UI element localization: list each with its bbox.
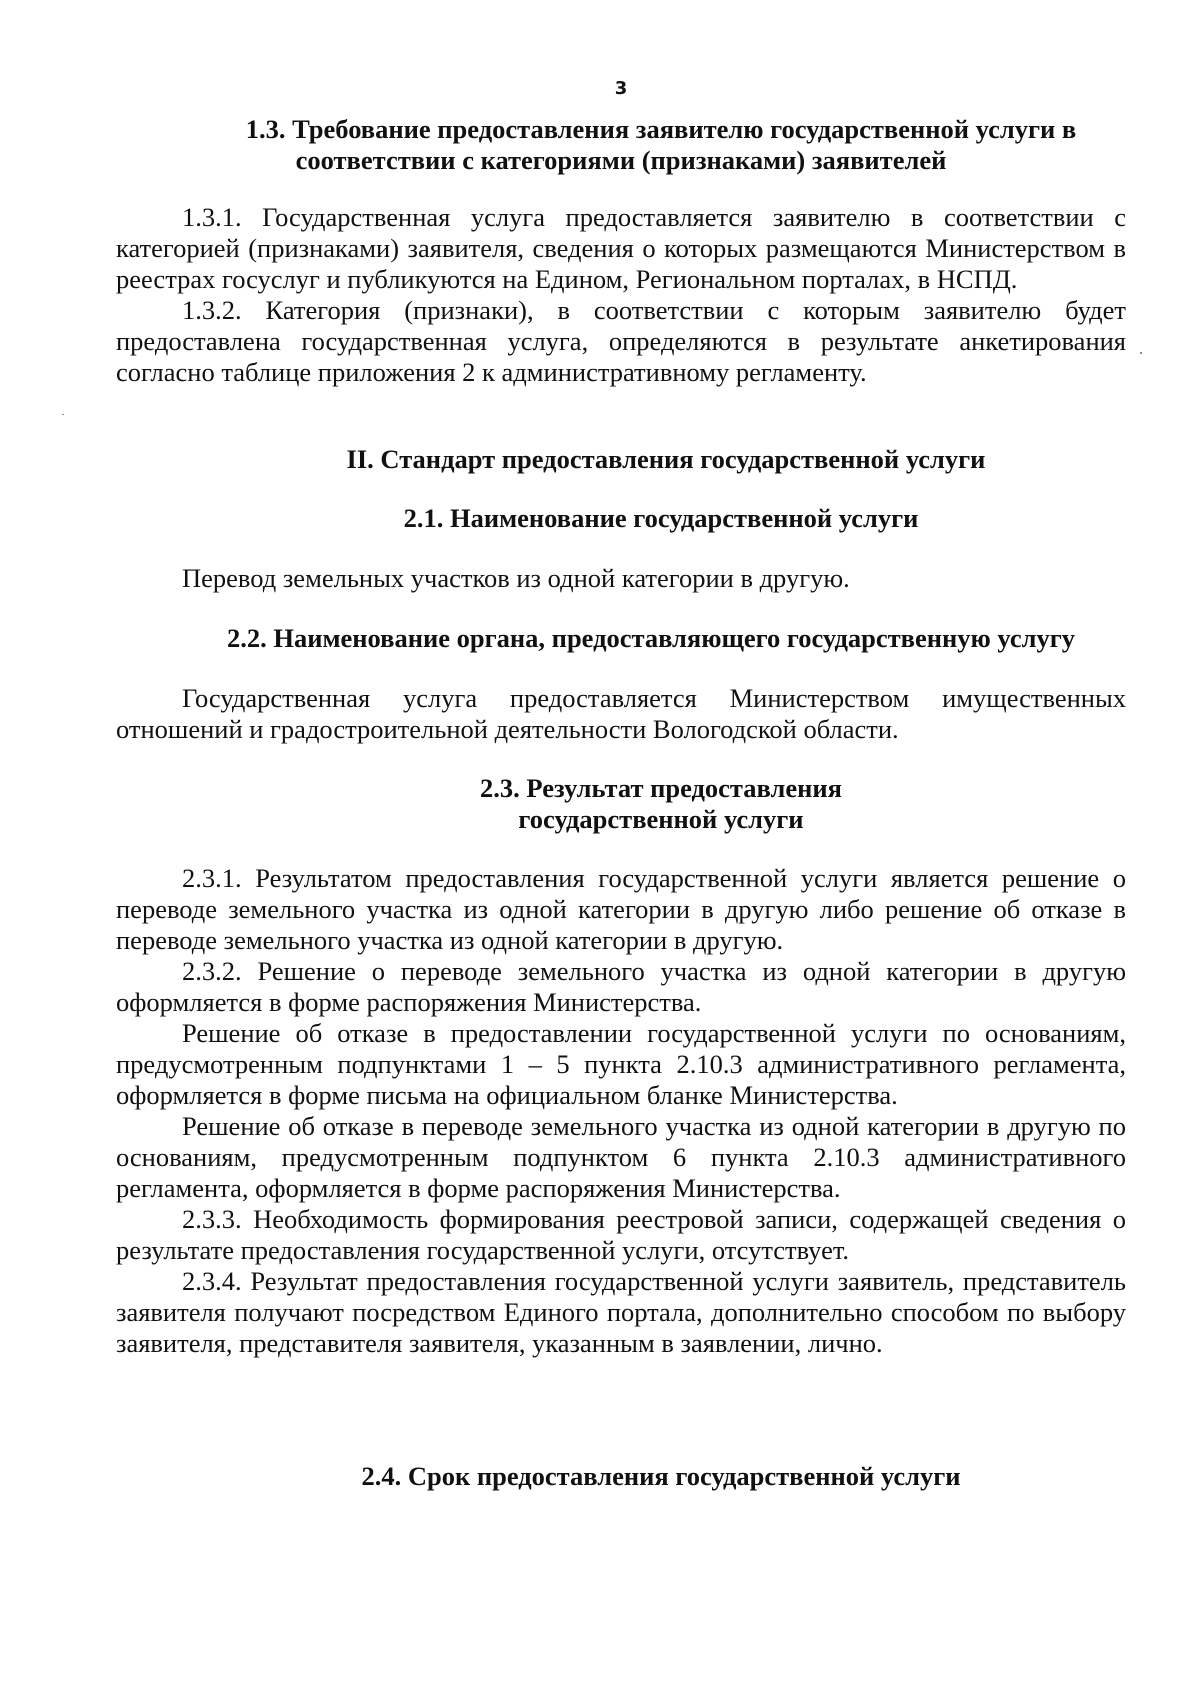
section-2-2-body (116, 683, 1126, 745)
section-2-3-heading (116, 773, 1126, 835)
section-1-3-heading-line2: соответствии с категориями (признаками) заявителей (295, 145, 947, 175)
page-number: 3 (614, 78, 628, 99)
paragraph-2-3-1: 2.3.1. Результатом предоставления государственной услуги является решение о переводе земельного участка из одной категории в другую либо решение об отказе в переводе земельного участка из одной категории в другую. (116, 863, 1126, 955)
scan-speck (1140, 352, 1142, 354)
section-2-heading: II. Стандарт предоставления государственной услуги (346, 444, 986, 474)
paragraph-2-2-1: Государственная услуга предоставляется Министерством имущественных отношений и градостроительной деятельности Вологодской области. (116, 683, 1126, 744)
paragraph-2-1-1: Перевод земельных участков из одной категории в другую. (182, 563, 850, 593)
paragraph-1-3-1: 1.3.1. Государственная услуга предоставляется заявителю в соответствии с категорией (признаками) заявителя, сведения о которых размещаются Министерством в реестрах госуслуг и публикуются на Едином, Региональном порталах, в НСПД. (116, 202, 1126, 294)
section-2-4-heading-block (116, 1461, 1126, 1492)
section-2-heading-block (116, 444, 1126, 475)
section-2-3-heading-line2: государственной услуги (518, 804, 804, 834)
section-2-2-heading: 2.2. Наименование органа, предоставляющего государственную услугу (226, 623, 1076, 653)
scan-speck (62, 414, 64, 415)
paragraph-2-3-decision-refusal-letter: Решение об отказе в предоставлении государственной услуги по основаниям, предусмотренным подпунктами 1 – 5 пункта 2.10.3 административного регламента, оформляется в форме письма на официальном бланке Министерства. (116, 1018, 1126, 1110)
paragraph-1-3-2: 1.3.2. Категория (признаки), в соответствии с которым заявителю будет предоставлена государственная услуга, определяются в результате анкетирования согласно таблице приложения 2 к административному регламенту. (116, 295, 1126, 387)
section-2-1-body (116, 563, 1126, 594)
paragraph-2-3-4: 2.3.4. Результат предоставления государственной услуги заявитель, представитель заявителя получают посредством Единого портала, дополнительно способом по выбору заявителя, представителя заявителя, указанным в заявлении, лично. (116, 1266, 1126, 1358)
section-2-2-heading-block (116, 623, 1126, 654)
section-1-3-heading (116, 114, 1126, 176)
section-1-3-body (116, 202, 1126, 388)
section-2-3-body (116, 863, 1126, 1359)
section-2-3-heading-line1: 2.3. Результат предоставления (480, 773, 842, 803)
paragraph-2-3-2: 2.3.2. Решение о переводе земельного участка из одной категории в другую оформляется в форме распоряжения Министерства. (116, 956, 1126, 1017)
section-2-1-heading-block (116, 503, 1126, 534)
section-2-4-heading: 2.4. Срок предоставления государственной услуги (361, 1461, 961, 1491)
section-1-3-heading-line1: 1.3. Требование предоставления заявителю государственной услуги в (245, 114, 1077, 144)
paragraph-2-3-decision-refusal-order: Решение об отказе в переводе земельного участка из одной категории в другую по основаниям, предусмотренным подпунктом 6 пункта 2.10.3 административного регламента, оформляется в форме распоряжения Министерства. (116, 1111, 1126, 1203)
paragraph-2-3-3: 2.3.3. Необходимость формирования реестровой записи, содержащей сведения о результате предоставления государственной услуги, отсутствует. (116, 1204, 1126, 1265)
section-2-1-heading: 2.1. Наименование государственной услуги (403, 503, 919, 533)
